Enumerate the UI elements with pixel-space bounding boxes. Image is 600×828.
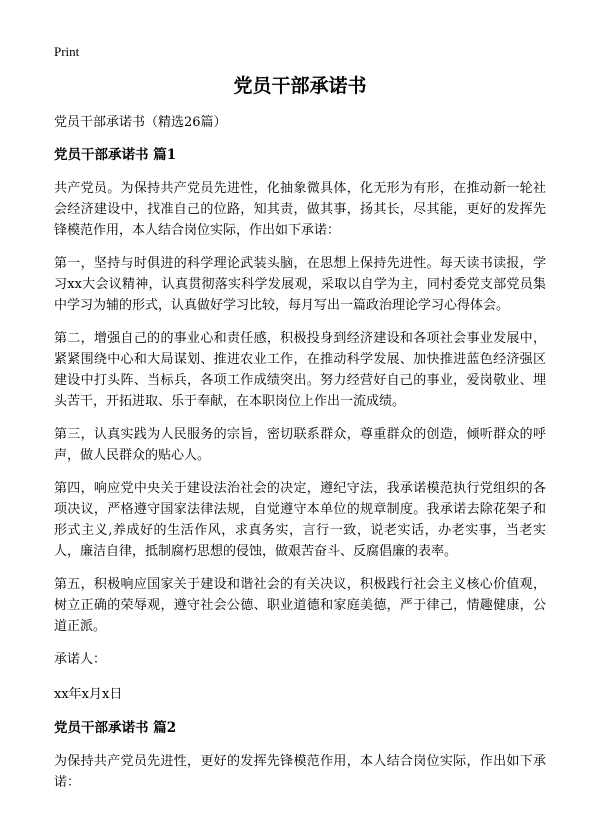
section-heading: 党员干部承诺书 篇2 [54, 720, 177, 736]
paragraph: 共产党员。为保持共产党员先进性，化抽象微具体，化无形为有形，在推动新一轮社会经济建设中，找准自己的位路，知其责，做其事，扬其长，尽其能，更好的发挥先锋模范作用，本人结合岗位实际，作出如下承诺： [54, 181, 546, 238]
paragraph: 第五，积极响应国家关于建设和谐社会的有关决议，积极践行社会主义核心价值观，树立正确的荣辱观，遵守社会公德、职业道德和家庭美德，严于律己，情趣健康，公道正派。 [54, 577, 546, 634]
signatory-label: 承诺人： [54, 652, 107, 667]
paragraph: 第四，响应党中央关于建设法治社会的决定，遵纪守法，我承诺模范执行党组织的各项决议，严格遵守国家法律法规，自觉遵守本单位的规章制度。我承诺去除花架子和形式主义,养成好的生活作风，求真务实，言行一致，说老实话，办老实事，当老实人，廉洁自律，抵制腐朽思想的侵蚀，做艰苦奋斗、反腐倡廉的表率。 [54, 481, 546, 559]
paragraph: 第三，认真实践为人民服务的宗旨，密切联系群众，尊重群众的创造，倾听群众的呼声，做人民群众的贴心人。 [54, 427, 546, 463]
document-subtitle: 党员干部承诺书（精选26篇） [54, 115, 227, 130]
paragraph: 第一，坚持与时俱进的科学理论武装头脑，在思想上保持先进性。每天读书读报，学习xx大会议精神，认真贯彻落实科学发展观，采取以自学为主，同村委党支部党员集中学习为辅的形式，认真做好学习比较，每月写出一篇政治理论学习心得体会。 [54, 256, 546, 313]
print-link[interactable]: Print [54, 44, 80, 59]
section-1 [54, 146, 546, 705]
section-2 [54, 719, 546, 793]
date-line: xx年x月x日 [54, 687, 123, 702]
paragraph: 为保持共产党员先进性，更好的发挥先锋模范作用，本人结合岗位实际，作出如下承诺： [54, 754, 546, 790]
document-title: 党员干部承诺书 [233, 75, 367, 97]
section-heading: 党员干部承诺书 篇1 [54, 147, 177, 163]
paragraph: 第二，增强自己的的事业心和责任感，积极投身到经济建设和各项社会事业发展中，紧紧围绕中心和大局谋划、推进农业工作，在推动科学发展、加快推进蓝色经济强区建设中打头阵、当标兵，各项工作成绩突出。努力经营好自己的事业，爱岗敬业、埋头苦干，开拓进取、乐于奉献，在本职岗位上作出一流成绩。 [54, 331, 546, 409]
